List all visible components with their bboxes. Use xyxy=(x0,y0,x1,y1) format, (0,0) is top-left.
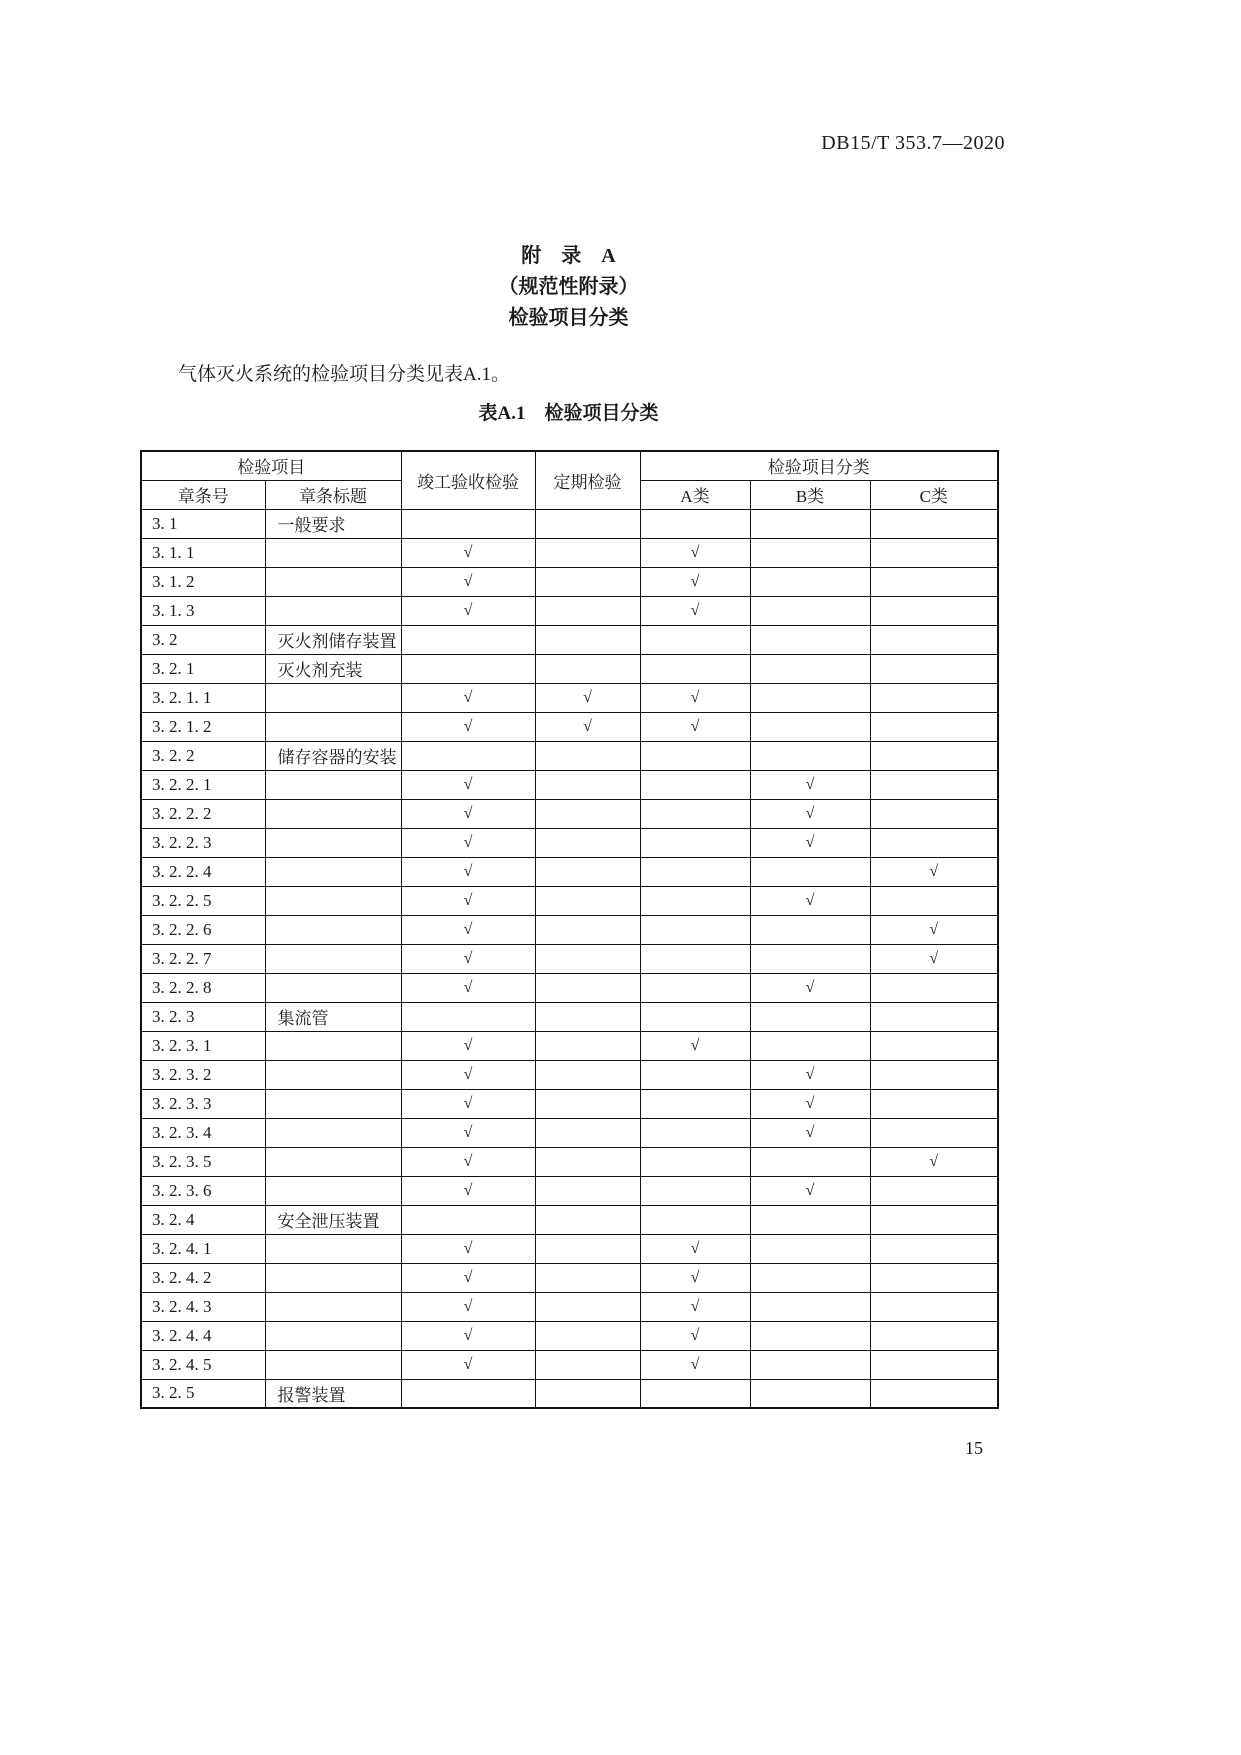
cell-periodic xyxy=(535,1234,640,1263)
cell-chapter-title: 灭火剂储存装置 xyxy=(265,625,401,654)
cell-periodic xyxy=(535,1379,640,1408)
cell-periodic xyxy=(535,799,640,828)
cell-completion: √ xyxy=(401,857,535,886)
cell-completion xyxy=(401,509,535,538)
table-row xyxy=(141,538,998,567)
cell-class-b xyxy=(750,1292,870,1321)
cell-class-b xyxy=(750,915,870,944)
table-row xyxy=(141,886,998,915)
cell-class-c xyxy=(870,683,998,712)
cell-periodic xyxy=(535,973,640,1002)
cell-chapter-title: 灭火剂充装 xyxy=(265,654,401,683)
cell-chapter-title xyxy=(265,1350,401,1379)
table-header-row-1 xyxy=(141,451,998,480)
cell-class-a: √ xyxy=(640,1031,750,1060)
cell-class-b xyxy=(750,1234,870,1263)
cell-class-c xyxy=(870,770,998,799)
cell-class-c xyxy=(870,1350,998,1379)
cell-class-c: √ xyxy=(870,857,998,886)
cell-completion xyxy=(401,1205,535,1234)
cell-periodic xyxy=(535,509,640,538)
cell-class-c xyxy=(870,1060,998,1089)
cell-completion: √ xyxy=(401,1292,535,1321)
cell-class-a xyxy=(640,1060,750,1089)
cell-chapter-title xyxy=(265,596,401,625)
header-chapter-title: 章条标题 xyxy=(265,480,401,509)
cell-class-c xyxy=(870,712,998,741)
cell-periodic xyxy=(535,1060,640,1089)
cell-completion: √ xyxy=(401,828,535,857)
cell-periodic xyxy=(535,625,640,654)
cell-class-a xyxy=(640,770,750,799)
cell-chapter-no: 3. 2. 2. 4 xyxy=(141,857,265,886)
table-row xyxy=(141,1292,998,1321)
cell-chapter-title xyxy=(265,538,401,567)
appendix-title-block xyxy=(140,241,997,334)
cell-periodic xyxy=(535,741,640,770)
cell-periodic xyxy=(535,857,640,886)
cell-class-a xyxy=(640,886,750,915)
cell-chapter-no: 3. 2. 3. 6 xyxy=(141,1176,265,1205)
cell-chapter-title xyxy=(265,1321,401,1350)
header-class-b: B类 xyxy=(750,480,870,509)
cell-class-c xyxy=(870,625,998,654)
header-class-c: C类 xyxy=(870,480,998,509)
cell-chapter-no: 3. 2. 2. 5 xyxy=(141,886,265,915)
cell-chapter-title xyxy=(265,1118,401,1147)
cell-class-c: √ xyxy=(870,944,998,973)
cell-class-c xyxy=(870,1089,998,1118)
cell-periodic xyxy=(535,1031,640,1060)
table-row xyxy=(141,944,998,973)
cell-chapter-no: 3. 2. 4. 4 xyxy=(141,1321,265,1350)
cell-periodic xyxy=(535,770,640,799)
cell-completion: √ xyxy=(401,712,535,741)
cell-chapter-title xyxy=(265,712,401,741)
table-row xyxy=(141,1060,998,1089)
table-row xyxy=(141,828,998,857)
cell-class-c xyxy=(870,973,998,1002)
cell-periodic xyxy=(535,596,640,625)
cell-class-a xyxy=(640,654,750,683)
cell-completion: √ xyxy=(401,1089,535,1118)
cell-chapter-no: 3. 2. 4 xyxy=(141,1205,265,1234)
cell-class-c xyxy=(870,741,998,770)
cell-chapter-no: 3. 2. 2. 2 xyxy=(141,799,265,828)
cell-chapter-title xyxy=(265,1234,401,1263)
cell-chapter-title xyxy=(265,567,401,596)
cell-class-b xyxy=(750,1379,870,1408)
cell-class-b xyxy=(750,857,870,886)
cell-chapter-title: 储存容器的安装 xyxy=(265,741,401,770)
cell-chapter-no: 3. 2 xyxy=(141,625,265,654)
cell-periodic xyxy=(535,1350,640,1379)
table-body xyxy=(141,509,998,1408)
cell-chapter-no: 3. 2. 4. 1 xyxy=(141,1234,265,1263)
cell-chapter-title xyxy=(265,1263,401,1292)
cell-class-a xyxy=(640,799,750,828)
cell-completion xyxy=(401,625,535,654)
cell-class-c xyxy=(870,1031,998,1060)
cell-class-c: √ xyxy=(870,915,998,944)
cell-chapter-no: 3. 1. 2 xyxy=(141,567,265,596)
cell-class-a xyxy=(640,1379,750,1408)
appendix-title-line1: 附 录 A xyxy=(521,245,616,267)
cell-chapter-no: 3. 2. 1 xyxy=(141,654,265,683)
cell-chapter-no: 3. 1. 1 xyxy=(141,538,265,567)
cell-class-b xyxy=(750,1002,870,1031)
cell-completion: √ xyxy=(401,1321,535,1350)
cell-class-b xyxy=(750,625,870,654)
cell-class-a: √ xyxy=(640,596,750,625)
cell-completion: √ xyxy=(401,1060,535,1089)
cell-class-a xyxy=(640,944,750,973)
cell-completion: √ xyxy=(401,1118,535,1147)
cell-chapter-no: 3. 2. 2. 7 xyxy=(141,944,265,973)
cell-periodic xyxy=(535,567,640,596)
cell-class-c xyxy=(870,596,998,625)
table-row xyxy=(141,596,998,625)
cell-chapter-title xyxy=(265,1147,401,1176)
cell-chapter-title: 一般要求 xyxy=(265,509,401,538)
table-row xyxy=(141,1263,998,1292)
cell-periodic: √ xyxy=(535,712,640,741)
cell-class-b: √ xyxy=(750,1176,870,1205)
cell-class-b xyxy=(750,741,870,770)
cell-class-b xyxy=(750,1147,870,1176)
cell-class-b xyxy=(750,654,870,683)
cell-chapter-title xyxy=(265,857,401,886)
header-class-a: A类 xyxy=(640,480,750,509)
cell-chapter-no: 3. 2. 4. 2 xyxy=(141,1263,265,1292)
cell-class-c: √ xyxy=(870,1147,998,1176)
cell-class-c xyxy=(870,1205,998,1234)
cell-completion: √ xyxy=(401,1147,535,1176)
cell-class-a xyxy=(640,509,750,538)
cell-completion: √ xyxy=(401,944,535,973)
cell-chapter-title xyxy=(265,973,401,1002)
cell-chapter-title: 报警装置 xyxy=(265,1379,401,1408)
cell-class-c xyxy=(870,538,998,567)
cell-periodic xyxy=(535,915,640,944)
cell-class-b xyxy=(750,712,870,741)
cell-chapter-no: 3. 2. 2. 3 xyxy=(141,828,265,857)
table-row xyxy=(141,857,998,886)
cell-chapter-no: 3. 2. 5 xyxy=(141,1379,265,1408)
table-row xyxy=(141,770,998,799)
cell-class-b xyxy=(750,683,870,712)
cell-chapter-no: 3. 2. 2. 6 xyxy=(141,915,265,944)
table-row xyxy=(141,1147,998,1176)
cell-chapter-no: 3. 2. 4. 3 xyxy=(141,1292,265,1321)
cell-class-a xyxy=(640,857,750,886)
cell-class-a xyxy=(640,741,750,770)
cell-chapter-no: 3. 2. 1. 2 xyxy=(141,712,265,741)
table-row xyxy=(141,625,998,654)
cell-class-a xyxy=(640,1089,750,1118)
table-caption: 表A.1 检验项目分类 xyxy=(478,403,659,424)
cell-class-b xyxy=(750,596,870,625)
cell-class-b xyxy=(750,944,870,973)
cell-chapter-title xyxy=(265,1176,401,1205)
cell-class-c xyxy=(870,1118,998,1147)
cell-completion: √ xyxy=(401,1031,535,1060)
cell-class-a: √ xyxy=(640,683,750,712)
table-row xyxy=(141,1321,998,1350)
cell-chapter-title xyxy=(265,1089,401,1118)
cell-chapter-title xyxy=(265,915,401,944)
cell-chapter-no: 3. 2. 3. 4 xyxy=(141,1118,265,1147)
cell-completion: √ xyxy=(401,1176,535,1205)
cell-chapter-title xyxy=(265,683,401,712)
cell-class-c xyxy=(870,1176,998,1205)
header-completion-inspection: 竣工验收检验 xyxy=(401,451,535,509)
cell-class-c xyxy=(870,1379,998,1408)
cell-periodic xyxy=(535,1205,640,1234)
cell-completion: √ xyxy=(401,596,535,625)
cell-chapter-no: 3. 2. 3. 1 xyxy=(141,1031,265,1060)
table-row xyxy=(141,683,998,712)
cell-chapter-title xyxy=(265,828,401,857)
cell-class-b: √ xyxy=(750,799,870,828)
cell-chapter-title xyxy=(265,1292,401,1321)
cell-class-c xyxy=(870,1002,998,1031)
cell-chapter-title xyxy=(265,944,401,973)
table-row xyxy=(141,1234,998,1263)
cell-chapter-title: 集流管 xyxy=(265,1002,401,1031)
table-row xyxy=(141,1350,998,1379)
cell-class-b xyxy=(750,1350,870,1379)
cell-class-a xyxy=(640,625,750,654)
cell-completion: √ xyxy=(401,538,535,567)
cell-chapter-no: 3. 1. 3 xyxy=(141,596,265,625)
cell-completion xyxy=(401,654,535,683)
cell-completion: √ xyxy=(401,567,535,596)
cell-completion: √ xyxy=(401,683,535,712)
cell-class-a: √ xyxy=(640,1321,750,1350)
cell-periodic xyxy=(535,1292,640,1321)
cell-class-a xyxy=(640,1118,750,1147)
cell-completion: √ xyxy=(401,770,535,799)
cell-chapter-title: 安全泄压装置 xyxy=(265,1205,401,1234)
cell-periodic xyxy=(535,944,640,973)
cell-class-b xyxy=(750,509,870,538)
table-row xyxy=(141,1176,998,1205)
cell-periodic xyxy=(535,1118,640,1147)
cell-class-b xyxy=(750,1321,870,1350)
cell-chapter-no: 3. 2. 2. 8 xyxy=(141,973,265,1002)
cell-class-c xyxy=(870,1234,998,1263)
cell-periodic xyxy=(535,1002,640,1031)
cell-class-b: √ xyxy=(750,1089,870,1118)
table-row xyxy=(141,1002,998,1031)
cell-chapter-no: 3. 2. 2 xyxy=(141,741,265,770)
cell-class-b: √ xyxy=(750,1060,870,1089)
cell-completion: √ xyxy=(401,1234,535,1263)
cell-completion xyxy=(401,741,535,770)
cell-class-c xyxy=(870,799,998,828)
intro-paragraph: 气体灭火系统的检验项目分类见表A.1。 xyxy=(178,364,510,385)
cell-class-b: √ xyxy=(750,770,870,799)
cell-class-c xyxy=(870,654,998,683)
cell-chapter-no: 3. 2. 2. 1 xyxy=(141,770,265,799)
cell-class-a: √ xyxy=(640,1292,750,1321)
cell-chapter-title xyxy=(265,799,401,828)
cell-class-a: √ xyxy=(640,1350,750,1379)
cell-class-a xyxy=(640,915,750,944)
cell-chapter-title xyxy=(265,770,401,799)
table-row xyxy=(141,567,998,596)
cell-class-b: √ xyxy=(750,1118,870,1147)
cell-periodic xyxy=(535,828,640,857)
cell-completion: √ xyxy=(401,886,535,915)
table-row xyxy=(141,1205,998,1234)
appendix-title-line3: 检验项目分类 xyxy=(508,307,629,329)
cell-class-b xyxy=(750,1263,870,1292)
cell-chapter-title xyxy=(265,1060,401,1089)
table-row xyxy=(141,1031,998,1060)
table-row xyxy=(141,741,998,770)
cell-class-b xyxy=(750,1205,870,1234)
page-number: 15 xyxy=(965,1438,983,1458)
cell-class-b xyxy=(750,1031,870,1060)
cell-class-c xyxy=(870,567,998,596)
cell-periodic xyxy=(535,538,640,567)
cell-periodic xyxy=(535,1089,640,1118)
doc-number: DB15/T 353.7—2020 xyxy=(821,132,1005,154)
cell-completion: √ xyxy=(401,1350,535,1379)
cell-class-a xyxy=(640,1205,750,1234)
header-classification-group: 检验项目分类 xyxy=(640,451,998,480)
table-row xyxy=(141,509,998,538)
cell-chapter-title xyxy=(265,886,401,915)
cell-periodic xyxy=(535,654,640,683)
table-row xyxy=(141,799,998,828)
table-row xyxy=(141,1089,998,1118)
cell-class-a xyxy=(640,1147,750,1176)
cell-class-a: √ xyxy=(640,567,750,596)
cell-class-a xyxy=(640,1176,750,1205)
cell-chapter-title xyxy=(265,1031,401,1060)
cell-completion: √ xyxy=(401,799,535,828)
cell-periodic xyxy=(535,886,640,915)
classification-table xyxy=(140,450,999,1409)
cell-class-b: √ xyxy=(750,828,870,857)
cell-class-b: √ xyxy=(750,973,870,1002)
header-periodic-inspection: 定期检验 xyxy=(535,451,640,509)
cell-periodic xyxy=(535,1321,640,1350)
cell-completion: √ xyxy=(401,973,535,1002)
header-chapter-no: 章条号 xyxy=(141,480,265,509)
cell-periodic: √ xyxy=(535,683,640,712)
cell-class-a xyxy=(640,828,750,857)
cell-chapter-no: 3. 2. 3. 3 xyxy=(141,1089,265,1118)
cell-completion: √ xyxy=(401,1263,535,1292)
cell-periodic xyxy=(535,1176,640,1205)
cell-completion xyxy=(401,1002,535,1031)
cell-class-a: √ xyxy=(640,1263,750,1292)
table-row xyxy=(141,1379,998,1408)
cell-class-c xyxy=(870,509,998,538)
cell-class-a: √ xyxy=(640,712,750,741)
cell-class-a: √ xyxy=(640,1234,750,1263)
table-row xyxy=(141,915,998,944)
table-row xyxy=(141,973,998,1002)
cell-class-c xyxy=(870,828,998,857)
cell-chapter-no: 3. 2. 3 xyxy=(141,1002,265,1031)
header-inspection-item-group: 检验项目 xyxy=(141,451,401,480)
cell-class-c xyxy=(870,1263,998,1292)
cell-class-a: √ xyxy=(640,538,750,567)
cell-chapter-no: 3. 2. 3. 2 xyxy=(141,1060,265,1089)
cell-class-b: √ xyxy=(750,886,870,915)
cell-class-c xyxy=(870,1321,998,1350)
cell-periodic xyxy=(535,1147,640,1176)
appendix-title-line2: （规范性附录） xyxy=(498,276,639,298)
cell-class-a xyxy=(640,1002,750,1031)
cell-completion xyxy=(401,1379,535,1408)
cell-chapter-no: 3. 2. 4. 5 xyxy=(141,1350,265,1379)
cell-completion: √ xyxy=(401,915,535,944)
cell-periodic xyxy=(535,1263,640,1292)
cell-class-b xyxy=(750,538,870,567)
cell-chapter-no: 3. 1 xyxy=(141,509,265,538)
table-row xyxy=(141,654,998,683)
cell-class-a xyxy=(640,973,750,1002)
cell-chapter-no: 3. 2. 3. 5 xyxy=(141,1147,265,1176)
cell-class-c xyxy=(870,1292,998,1321)
cell-class-b xyxy=(750,567,870,596)
cell-class-c xyxy=(870,886,998,915)
table-row xyxy=(141,712,998,741)
table-row xyxy=(141,1118,998,1147)
cell-chapter-no: 3. 2. 1. 1 xyxy=(141,683,265,712)
